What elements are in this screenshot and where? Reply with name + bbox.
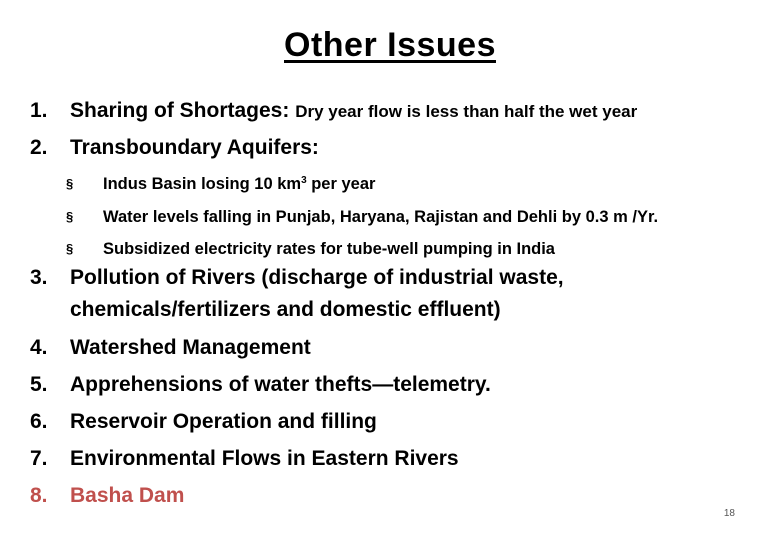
item-number: 3. bbox=[30, 266, 48, 289]
sub-bullet-list bbox=[66, 168, 766, 266]
item-detail: Dry year flow is less than half the wet year bbox=[295, 102, 638, 121]
item-label: Reservoir Operation and filling bbox=[70, 410, 377, 433]
bullet-text: Water levels falling in Punjab, Haryana, Rajistan and Dehli by 0.3 m /Yr. bbox=[103, 207, 659, 226]
item-number: 7. bbox=[30, 447, 48, 470]
bullet-text-tail: per year bbox=[306, 175, 376, 193]
item-label: Apprehensions of water thefts—telemetry. bbox=[70, 373, 491, 396]
bullet-marker-icon: § bbox=[66, 241, 74, 256]
list-item-5 bbox=[30, 367, 760, 402]
item-label: Pollution of Rivers (discharge of industrial waste, bbox=[70, 266, 564, 289]
item-label: Transboundary Aquifers: bbox=[70, 136, 319, 159]
sub-bullet-1 bbox=[66, 168, 766, 201]
bullet-text: Indus Basin losing 10 km bbox=[103, 175, 302, 193]
list-item-4 bbox=[30, 330, 760, 365]
slide-title: Other Issues bbox=[284, 26, 496, 64]
item-number: 2. bbox=[30, 136, 48, 159]
list-item-8 bbox=[30, 478, 760, 513]
page-number: 18 bbox=[723, 508, 735, 519]
list-item-1 bbox=[30, 93, 760, 129]
list-item-7 bbox=[30, 441, 760, 476]
item-number: 8. bbox=[30, 484, 48, 507]
bullet-marker-icon: § bbox=[66, 176, 74, 191]
item-number: 4. bbox=[30, 336, 48, 359]
list-item-2 bbox=[30, 130, 760, 165]
item-label: Sharing of Shortages: bbox=[70, 99, 290, 122]
item-label: Environmental Flows in Eastern Rivers bbox=[70, 447, 459, 470]
item-continuation: chemicals/fertilizers and domestic effluent) bbox=[70, 298, 501, 321]
bullet-marker-icon: § bbox=[66, 208, 74, 224]
superscript: 3 bbox=[301, 175, 307, 186]
item-number: 1. bbox=[30, 99, 48, 122]
item-label: Watershed Management bbox=[70, 336, 311, 359]
item-number: 5. bbox=[30, 373, 48, 396]
list-item-3 bbox=[30, 260, 760, 327]
item-label: Basha Dam bbox=[70, 484, 185, 507]
list-item-6 bbox=[30, 404, 760, 439]
sub-bullet-2 bbox=[66, 201, 766, 234]
bullet-text: Subsidized electricity rates for tube-well pumping in India bbox=[103, 240, 555, 258]
item-number: 6. bbox=[30, 410, 48, 433]
